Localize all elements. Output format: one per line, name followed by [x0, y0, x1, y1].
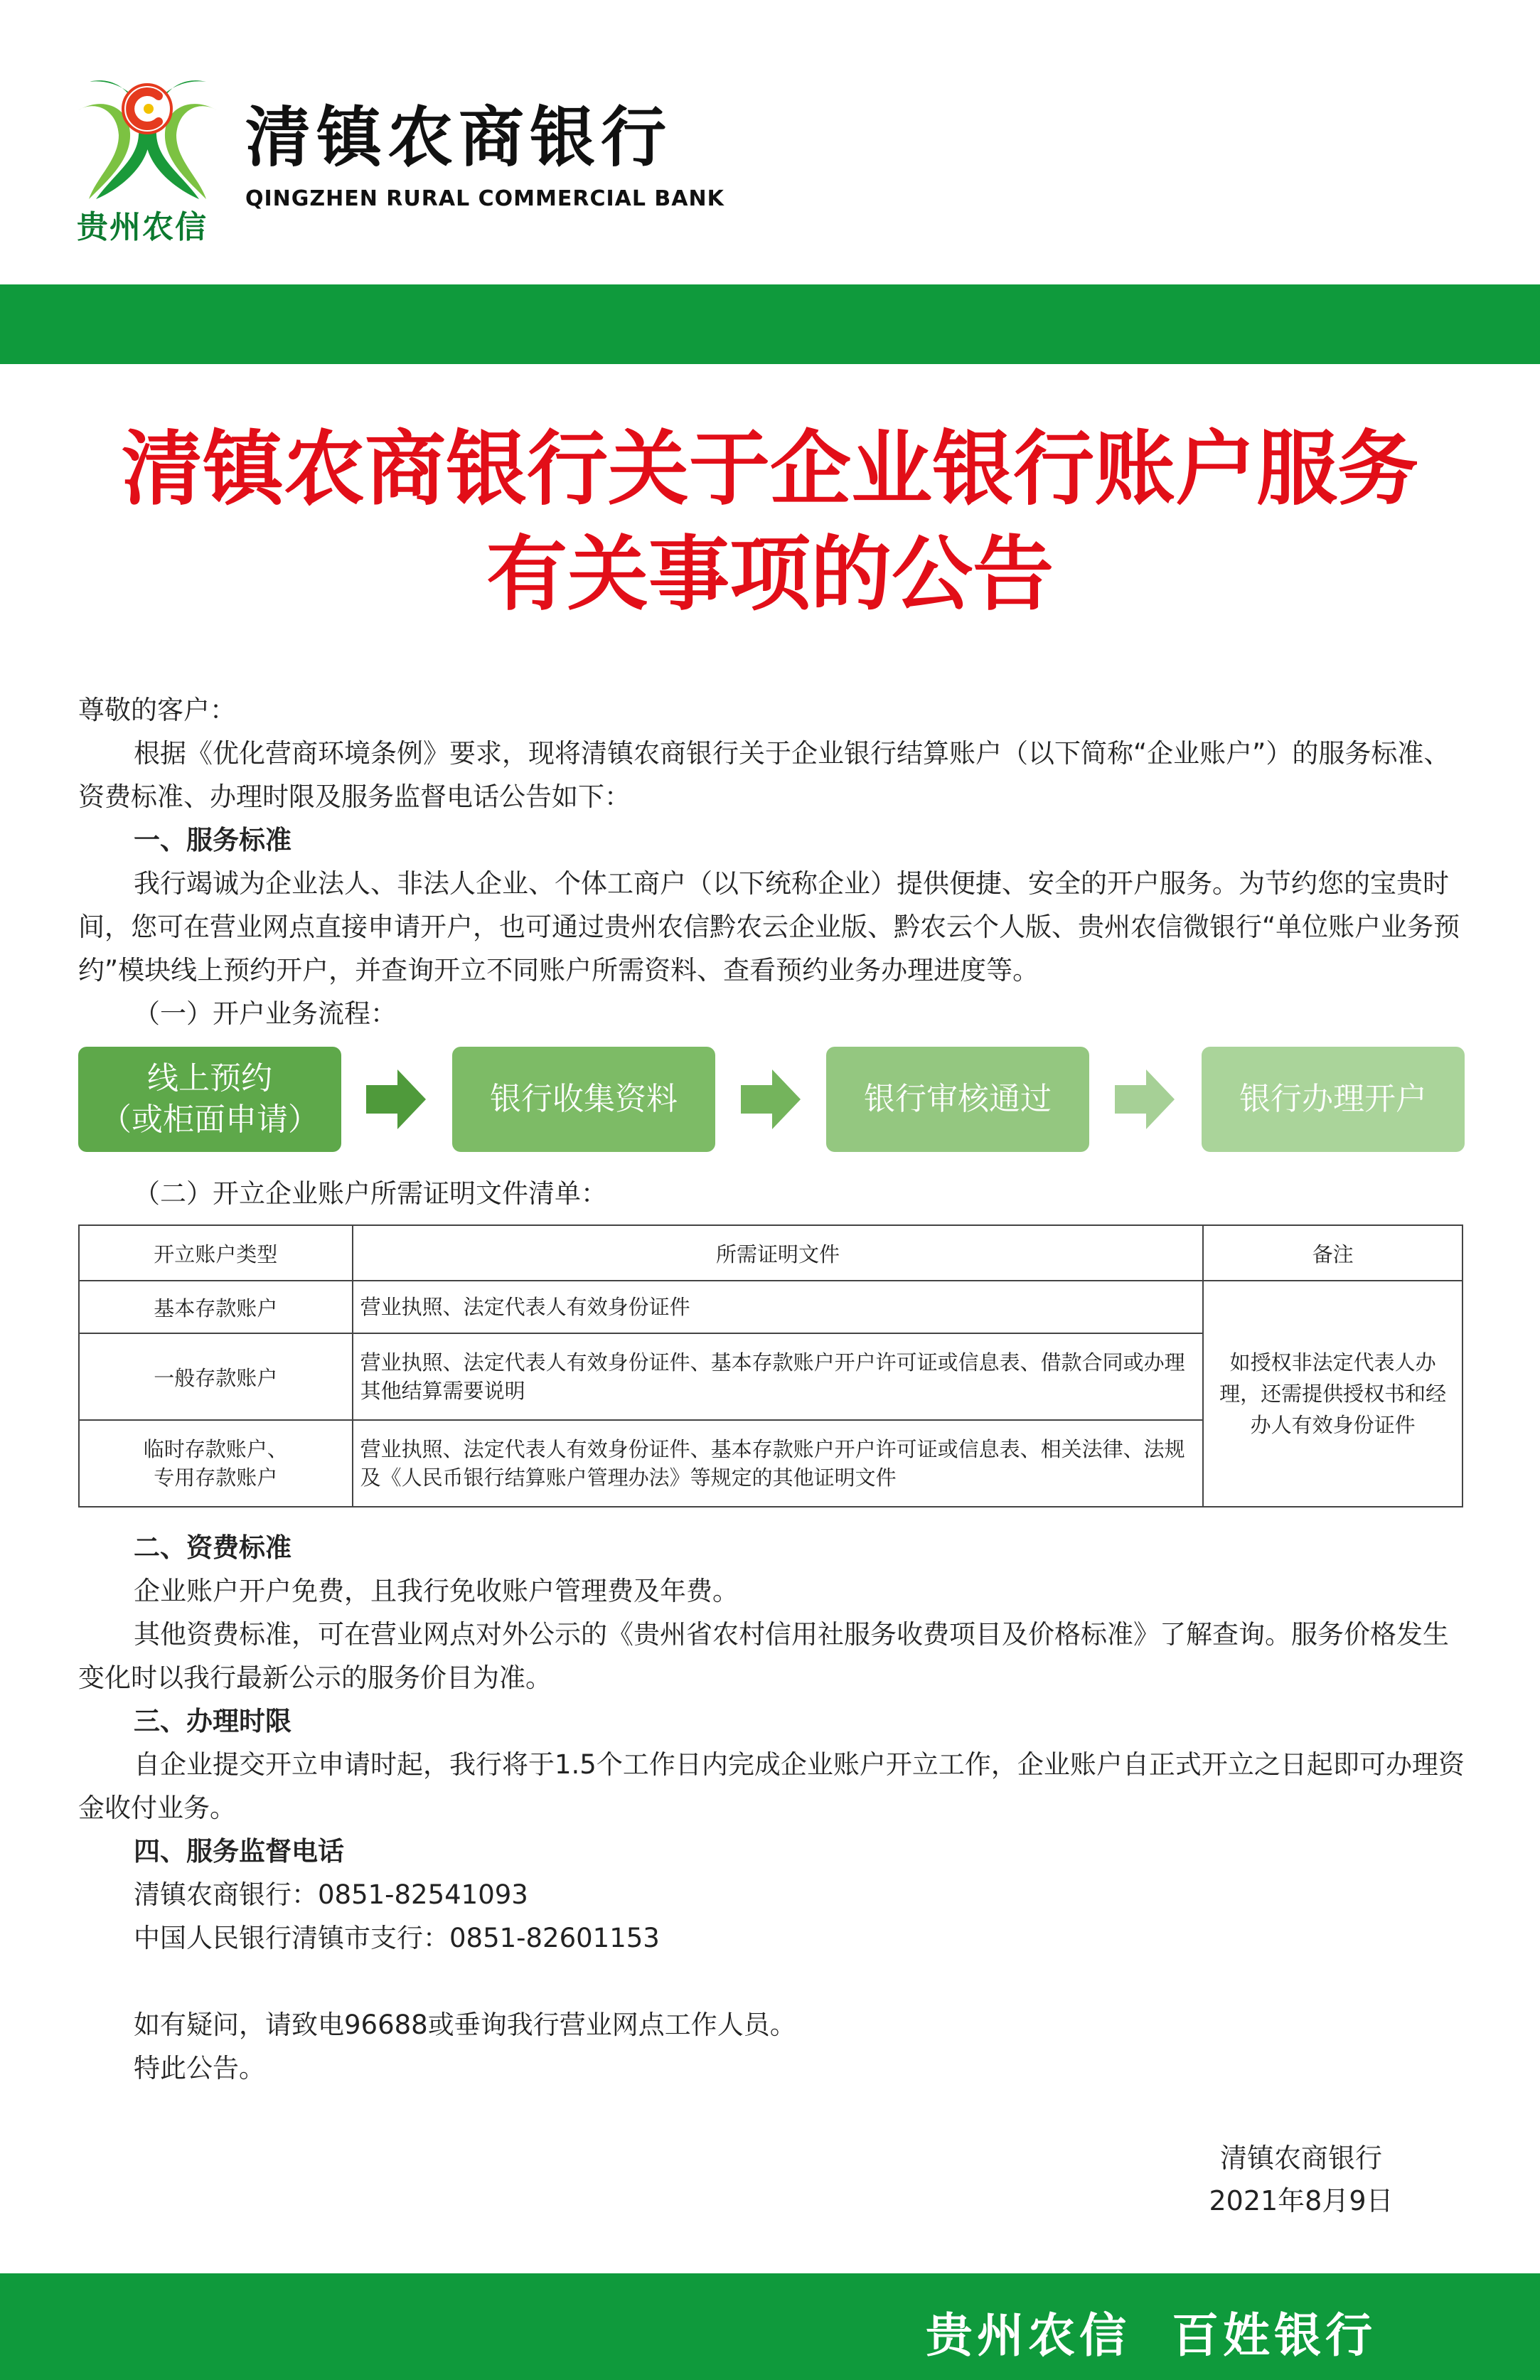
section-2-heading: 二、资费标准	[134, 1532, 292, 1563]
section-1-heading: 一、服务标准	[134, 825, 292, 855]
table-header-cell: 备注	[1203, 1225, 1463, 1281]
account-type-line-2: 专用存款账户	[154, 1466, 278, 1490]
table-heading: （二）开立企业账户所需证明文件清单：	[134, 1178, 607, 1209]
greeting: 尊敬的客户：	[78, 695, 236, 725]
account-type-cell	[79, 1420, 353, 1507]
section-2-paragraph-2: 其他资费标准，可在营业网点对外公示的《贵州省农村信用社服务收费项目及价格标准》了解查询。服务价格发生变化时以我行最新公示的服务价目为准。	[78, 1619, 1449, 1693]
account-type-cell: 一般存款账户	[79, 1333, 353, 1420]
logo-subtitle: 贵州农信	[77, 209, 208, 245]
table-row	[79, 1281, 1463, 1333]
table-header-cell: 所需证明文件	[353, 1225, 1204, 1281]
remark-cell: 如授权非法定代表人办理，还需提供授权书和经办人有效身份证件	[1203, 1281, 1463, 1507]
flow-step-2-label: 银行收集资料	[490, 1081, 678, 1117]
intro-paragraph: 根据《优化营商环境条例》要求，现将清镇农商银行关于企业银行结算账户（以下简称“企业账户”）的服务标准、资费标准、办理时限及服务监督电话公告如下：	[78, 738, 1450, 812]
table-header-row	[79, 1225, 1463, 1281]
section-1-paragraph: 我行竭诚为企业法人、非法人企业、个体工商户（以下统称企业）提供便捷、安全的开户服务。为节约您的宝贵时间，您可在营业网点直接申请开户，也可通过贵州农信黔农云企业版、黔农云个人版、贵州农信微银行“单位账户业务预约”模块线上预约开户，并查询开立不同账户所需资料、查看预约业务办理进度等。	[78, 868, 1460, 986]
flow-step-1-line-2: （或柜面申请）	[100, 1101, 319, 1138]
sections-block	[78, 1526, 1465, 2090]
guizhou-rural-credit-logo-icon	[75, 68, 220, 203]
account-type-cell: 基本存款账户	[79, 1281, 353, 1333]
flow-arrow-icon	[366, 1069, 426, 1129]
required-documents-table	[78, 1224, 1463, 1507]
flow-step-4-label: 银行办理开户	[1239, 1081, 1427, 1117]
documents-cell: 营业执照、法定代表人有效身份证件	[353, 1281, 1204, 1333]
account-type-line-1: 临时存款账户、	[143, 1437, 288, 1461]
signature-date: 2021年8月9日	[1209, 2185, 1394, 2216]
hotline-pboc: 中国人民银行清镇市支行：0851-82601153	[134, 1923, 660, 1953]
spacer	[78, 1960, 1465, 2003]
header-green-band	[0, 284, 1540, 364]
bank-name-en: QINGZHEN RURAL COMMERCIAL BANK	[245, 186, 724, 211]
flow-step-collect-documents	[452, 1047, 715, 1152]
flow-step-open-account	[1202, 1047, 1465, 1152]
flow-step-1-line-1: 线上预约	[147, 1060, 272, 1096]
section-4-heading: 四、服务监督电话	[134, 1836, 344, 1867]
intro-block	[78, 688, 1465, 1035]
section-3-heading: 三、办理时限	[134, 1706, 292, 1736]
flow-heading: （一）开户业务流程：	[134, 998, 397, 1029]
notice-title	[0, 416, 1540, 626]
signature	[1152, 2137, 1450, 2222]
title-line-2: 有关事项的公告	[486, 526, 1054, 621]
section-2-paragraph-1: 企业账户开户免费，且我行免收账户管理费及年费。	[134, 1576, 739, 1606]
title-line-1: 清镇农商银行关于企业银行账户服务	[121, 421, 1418, 516]
documents-cell: 营业执照、法定代表人有效身份证件、基本存款账户开户许可证或信息表、相关法律、法规及《人民币银行结算账户管理办法》等规定的其他证明文件	[353, 1420, 1204, 1507]
table-heading-block	[78, 1172, 1465, 1215]
flow-step-bank-approval	[826, 1047, 1089, 1152]
flow-step-3-label: 银行审核通过	[864, 1081, 1052, 1117]
flow-arrow-icon	[1115, 1069, 1175, 1129]
table-header-cell: 开立账户类型	[79, 1225, 353, 1281]
footer-slogan: 贵州农信 百姓银行	[926, 2308, 1376, 2363]
flow-arrow-icon	[741, 1069, 801, 1129]
documents-cell: 营业执照、法定代表人有效身份证件、基本存款账户开户许可证或信息表、借款合同或办理其他结算需要说明	[353, 1333, 1204, 1420]
signature-org: 清镇农商银行	[1219, 2142, 1382, 2174]
flow-step-online-booking	[78, 1047, 341, 1152]
closing-remark: 特此公告。	[134, 2053, 265, 2083]
header	[0, 0, 1540, 284]
account-opening-flow	[78, 1047, 1465, 1152]
hotline-bank: 清镇农商银行：0851-82541093	[134, 1879, 528, 1910]
closing-inquiry: 如有疑问，请致电96688或垂询我行营业网点工作人员。	[134, 2010, 796, 2040]
footer-band	[0, 2273, 1540, 2380]
section-3-paragraph: 自企业提交开立申请时起，我行将于1.5个工作日内完成企业账户开立工作，企业账户自正式开立之日起即可办理资金收付业务。	[78, 1749, 1465, 1823]
bank-name-cn: 清镇农商银行	[245, 100, 673, 176]
